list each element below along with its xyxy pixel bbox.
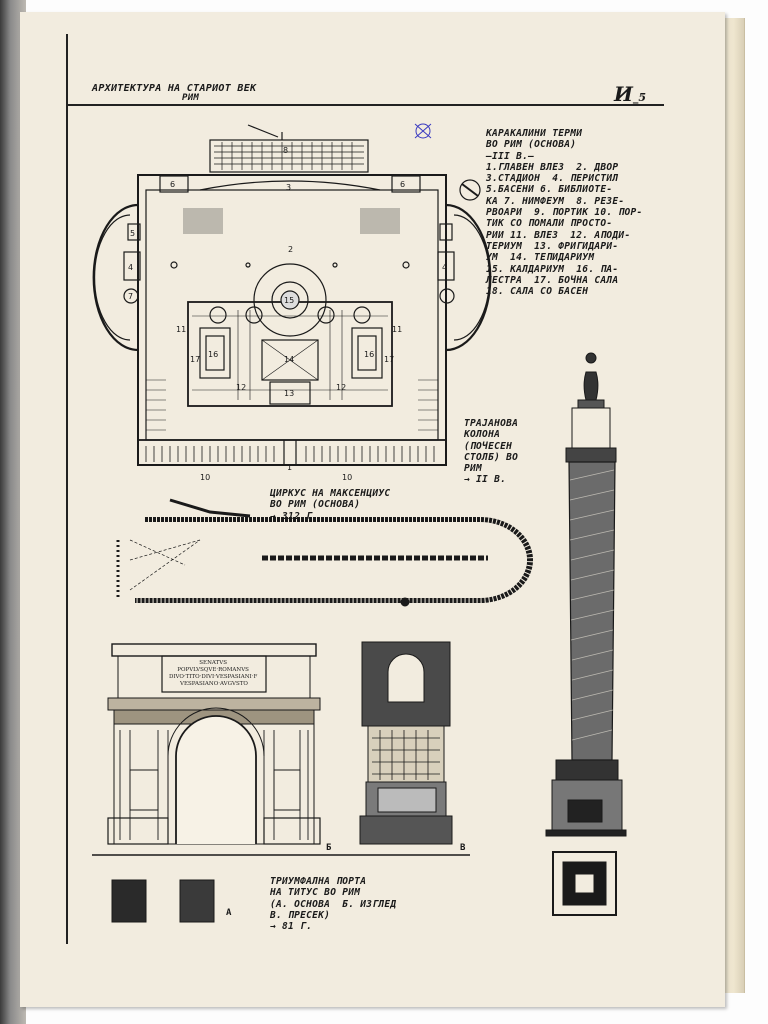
arch-label-b: Б xyxy=(326,843,332,853)
header-title: АРХИТЕКТУРА НА СТАРИОТ ВЕК xyxy=(92,83,257,94)
arch-plan xyxy=(112,880,214,922)
plan-label-11: 11 xyxy=(176,325,187,334)
circus-caption: ЦИРКУС НА МАКСЕНЦИУС ВО РИМ (ОСНОВА) → 312 Г. xyxy=(270,488,391,522)
plan-label-10: 10 xyxy=(200,473,211,482)
plan-label-4b: 4 xyxy=(442,263,448,272)
plan-label-11b: 11 xyxy=(392,325,403,334)
plan-label-12: 12 xyxy=(236,383,247,392)
plan-label-2: 2 xyxy=(288,245,294,254)
plan-label-3: 3 xyxy=(286,183,292,192)
plan-label-12b: 12 xyxy=(336,383,347,392)
plan-label-7: 7 xyxy=(128,292,134,301)
plan-label-15: 15 xyxy=(284,296,295,305)
plan-label-10b: 10 xyxy=(342,473,353,482)
inscription-line-3: DIVO·TITO·DIVI·VESPASIANI·F xyxy=(168,674,258,680)
plan-label-5: 5 xyxy=(130,229,136,238)
plan-label-17b: 17 xyxy=(384,355,395,364)
header-subtitle: РИМ xyxy=(182,93,200,103)
trajan-caption: ТРАЈАНОВА КОЛОНА (ПОЧЕСЕН СТОЛБ) ВО РИМ → II В. xyxy=(464,418,519,486)
caracalla-caption: КАРАКАЛИНИ ТЕРМИ ВО РИМ (ОСНОВА) —III В.— 1.ГЛАВЕН ВЛЕЗ 2. ДВОР 3.СТАДИОН 4. ПЕРИСТИЛ 5.БАСЕНИ 6. БИБЛИОТЕ- КА 7. НИМФЕУМ 8. РЕЗЕ- РВОАРИ 9. ПОРТИК 10. ПОР- ТИК СО ПОМАЛИ ПРОСТО- РИИ 11. ВЛЕЗ 12. АПОДИ- ТЕРИУМ 13. ФРИГИДАРИ- УМ 14. ТЕПИДАРИУМ 15. КАЛДАРИУМ 16. ПА- ЛЕСТРА 17. БОЧНА САЛА 18. САЛА СО БАСЕН xyxy=(486,128,643,298)
circus-plan xyxy=(118,500,530,606)
plan-label-14: 14 xyxy=(284,355,295,364)
plan-label-16: 16 xyxy=(208,350,219,359)
page-number-digit: _5 xyxy=(632,91,647,104)
trajan-column xyxy=(546,353,626,915)
inscription-line-4: VESPASIANO·AVGVSTO xyxy=(180,681,248,687)
plan-label-16b: 16 xyxy=(364,350,375,359)
plan-label-6: 6 xyxy=(170,180,176,189)
plan-label-4: 4 xyxy=(128,263,134,272)
inscription-line-2: POPVLVSQVE·ROMANVS xyxy=(177,667,249,673)
plan-label-6b: 6 xyxy=(400,180,406,189)
inscription-line-1: SENATVS xyxy=(199,660,227,666)
plan-label-1: 1 xyxy=(287,463,293,472)
arch-label-a: А xyxy=(226,908,232,918)
plan-label-17: 17 xyxy=(190,355,201,364)
arch-caption: ТРИУМФАЛНА ПОРТА НА ТИТУС ВО РИМ (А. ОСНОВА Б. ИЗГЛЕД В. ПРЕСЕК) → 81 Г. xyxy=(270,876,397,933)
arch-section xyxy=(360,642,452,844)
caracalla-numbers xyxy=(128,146,447,482)
caracalla-plan xyxy=(94,124,491,465)
plan-label-8: 8 xyxy=(283,146,289,155)
page-letter: И xyxy=(614,82,633,106)
arch-label-v: В xyxy=(460,843,466,853)
plan-label-13: 13 xyxy=(284,389,295,398)
arch-inscription xyxy=(169,660,259,687)
